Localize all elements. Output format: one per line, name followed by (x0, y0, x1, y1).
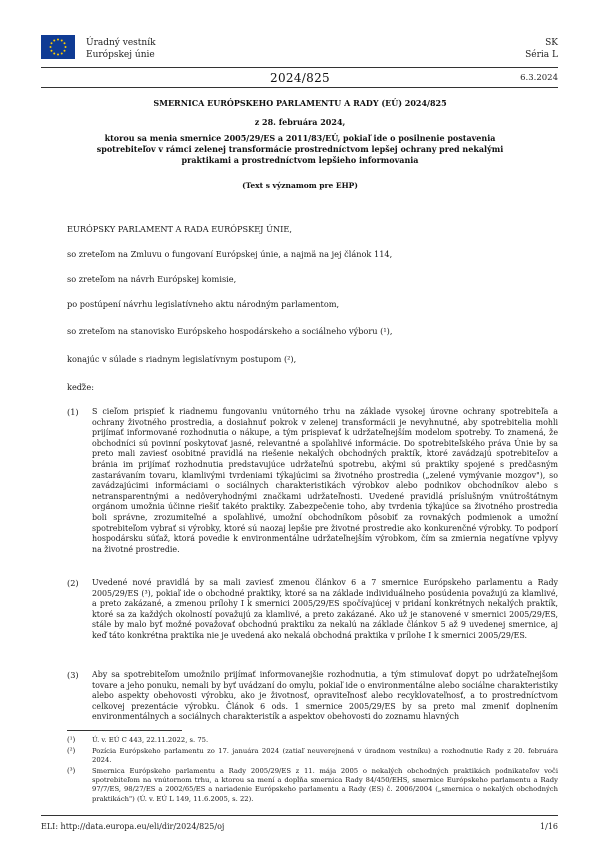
recital-number: (3) (67, 670, 79, 680)
footnote-text: Pozícia Európskeho parlamentu zo 17. januára 2024 (zatiaľ neuverejnená v úradnom vestníku) a rozhodnutie Rady z 20. februára 2024. (92, 747, 558, 765)
flag-star (64, 50, 66, 52)
header-rule-bottom (41, 87, 558, 88)
language-code: SK (545, 38, 558, 48)
flag-star (53, 53, 55, 55)
preamble-line: so zreteľom na návrh Európskej komisie, (67, 274, 237, 284)
flag-star (50, 46, 52, 48)
flag-star (65, 46, 67, 48)
language-series (525, 37, 558, 61)
flag-star (57, 54, 59, 56)
journal-name (86, 37, 156, 61)
eea-relevance-note: (Text s významom pre EHP) (242, 181, 358, 190)
header-rule-top (41, 67, 558, 68)
recital-text: S cieľom prispieť k riadnemu fungovaniu vnútorného trhu na základe vysokej úrovne ochrany spotrebiteľa a ochrany životného prostredia, a dosiahnuť pokrok v zelenej transformácii je nevyhnutné, aby spotrebitelia mohli prijímať informované rozhodnutia o nákupe, a tým prispievať k udržateľnejším modelom spotreby. To znamená, že obchodníci sú povinní poskytovať jasné, relevantné a spoľahlivé informácie. Do spotrebiteľského práva Únie by sa preto mali zaviesť osobitné pravidlá na riešenie nekalých obchodných praktík, ktoré zavádzajú spotrebiteľov a bránia im prijímať rozhodnutia predstavujúce udržateľnú spotrebu, akými sú praktiky spojené s predčasným zastarávaním tovaru, klamlivými tvrdeniami týkajúcimi sa životného prostredia („zelené vymývanie mozgov"), so zavádzajúcimi informáciami o sociálnych charakteristikách výrobkov alebo podnikov obchodníkov alebo s netransparentnými a nedôveryhodnými značkami udržateľnosti. Uvedené pravidlá príslušným vnútroštátnym orgánom umožnia účinne riešiť takéto praktiky. Zabezpečenie toho, aby tvrdenia týkajúce sa životného prostredia boli správne, zrozumiteľné a spoľahlivé, umožní obchodníkom pôsobiť za rovnakých podmienok a umožní spotrebiteľom vybrať si výrobky, ktoré sú naozaj lepšie pre životné prostredie ako konkurenčné výrobky. To podporí hospodársku súťaž, ktorá povedie k environmentálne udržateľnejším výrobkom, čím sa zmiernia negatívne vplyvy na životné prostredie. (92, 407, 558, 554)
preamble-line: po postúpení návrhu legislatívneho aktu národným parlamentom, (67, 299, 340, 309)
document-subtitle (60, 133, 540, 166)
footnote-rule (67, 730, 182, 731)
journal-name-line2: Európskej únie (86, 50, 155, 60)
recital-number: (1) (67, 407, 79, 417)
preamble-line: keďže: (67, 382, 94, 392)
subtitle-line: ktorou sa menia smernice 2005/29/ES a 2011/83/EÚ, pokiaľ ide o posilnenie postavenia (104, 133, 496, 143)
footnote-number: (²) (67, 747, 76, 755)
recital-number: (2) (67, 578, 79, 588)
eli-link[interactable]: ELI: http://data.europa.eu/eli/dir/2024/825/oj (41, 822, 225, 831)
preamble-line: so zreteľom na stanovisko Európskeho hospodárskeho a sociálneho výboru (¹), (67, 326, 393, 336)
document-date-line: z 28. februára 2024, (254, 117, 346, 127)
page-number: 1/16 (540, 822, 558, 831)
preamble-line: so zreteľom na Zmluvu o fungovaní Európskej únie, a najmä na jej článok 114, (67, 249, 393, 259)
subtitle-line: praktikami a prostredníctvom lepšieho informovania (181, 155, 419, 165)
journal-name-line1: Úradný vestník (86, 38, 156, 48)
flag-star (57, 39, 59, 41)
footnote-number: (¹) (67, 736, 76, 744)
flag-star (61, 40, 63, 42)
series-label: Séria L (525, 50, 558, 60)
eu-flag-logo (41, 35, 75, 59)
preamble-line: EURÓPSKY PARLAMENT A RADA EURÓPSKEJ ÚNIE, (67, 224, 292, 234)
document-number: 2024/825 (270, 71, 330, 85)
footnote-text: Smernica Európskeho parlamentu a Rady 2005/29/ES z 11. mája 2005 o nekalých obchodných praktikách podnikateľov voči spotrebiteľom na vnútornom trhu, a ktorou sa mení a dopĺňa smernica Rady 84/450/EHS, smernice Európskeho parlamentu a Rady 97/7/ES, 98/27/ES a 2002/65/ES a nariadenie Európskeho parlamentu a Rady (ES) č. 2006/2004 („smernica o nekalých obchodných praktikách") (Ú. v. EÚ L 149, 11.6.2005, s. 22). (92, 767, 558, 803)
flag-star (51, 42, 53, 44)
recital-text: Uvedené nové pravidlá by sa mali zaviesť zmenou článkov 6 a 7 smernice Európskeho parlamentu a Rady 2005/29/ES (³), pokiaľ ide o obchodné praktiky, ktoré sa na základe individuálneho posúdenia považujú za klamlivé, a preto zakázané, a zmenou prílohy I k smernici 2005/29/ES spočívajúcej v pridaní konkrétnych nekalých praktík, ktoré sa za každých okolností považujú za klamlivé, a preto zakázané. Ako už je stanovené v smernici 2005/29/ES, stále by malo byť možné považovať obchodnú praktiku za nekalú na základe článkov 5 až 9 uvedenej smernice, aj keď táto konkrétna praktika nie je uvedená ako nekalá obchodná praktika v prílohe I k smernici 2005/29/ES. (92, 578, 558, 640)
document-title: SMERNICA EURÓPSKEHO PARLAMENTU A RADY (EÚ) 2024/825 (153, 98, 447, 108)
recital-text: Aby sa spotrebiteľom umožnilo prijímať informovanejšie rozhodnutia, a tým stimulovať dopyt po udržateľnejšom tovare a jeho ponuku, nemali by byť uvádzaní do omylu, pokiaľ ide o environmentálne alebo sociálne charakteristiky alebo aspekty obehovosti výrobku, ako je životnosť, opraviteľnosť alebo recyklovateľnosť, a to prostredníctvom celkovej prezentácie výrobku. Článok 6 ods. 1 smernice 2005/29/ES by sa preto mal zmeniť doplnením environmentálnych a sociálnych charakteristík a aspektov obehovosti do zoznamu hlavných (92, 670, 558, 722)
preamble-line: konajúc v súlade s riadnym legislatívnym postupom (²), (67, 354, 297, 364)
document-date: 6.3.2024 (520, 73, 558, 83)
subtitle-line: spotrebiteľov v rámci zelenej transformácie prostredníctvom lepšej ochrany pred nekalými (96, 144, 504, 154)
flag-star (61, 53, 63, 55)
flag-star (51, 50, 53, 52)
footnote-text: Ú. v. EÚ C 443, 22.11.2022, s. 75. (92, 736, 209, 744)
footnote-number: (³) (67, 767, 76, 775)
flag-star (64, 42, 66, 44)
footer-rule (41, 815, 558, 816)
flag-star (53, 40, 55, 42)
